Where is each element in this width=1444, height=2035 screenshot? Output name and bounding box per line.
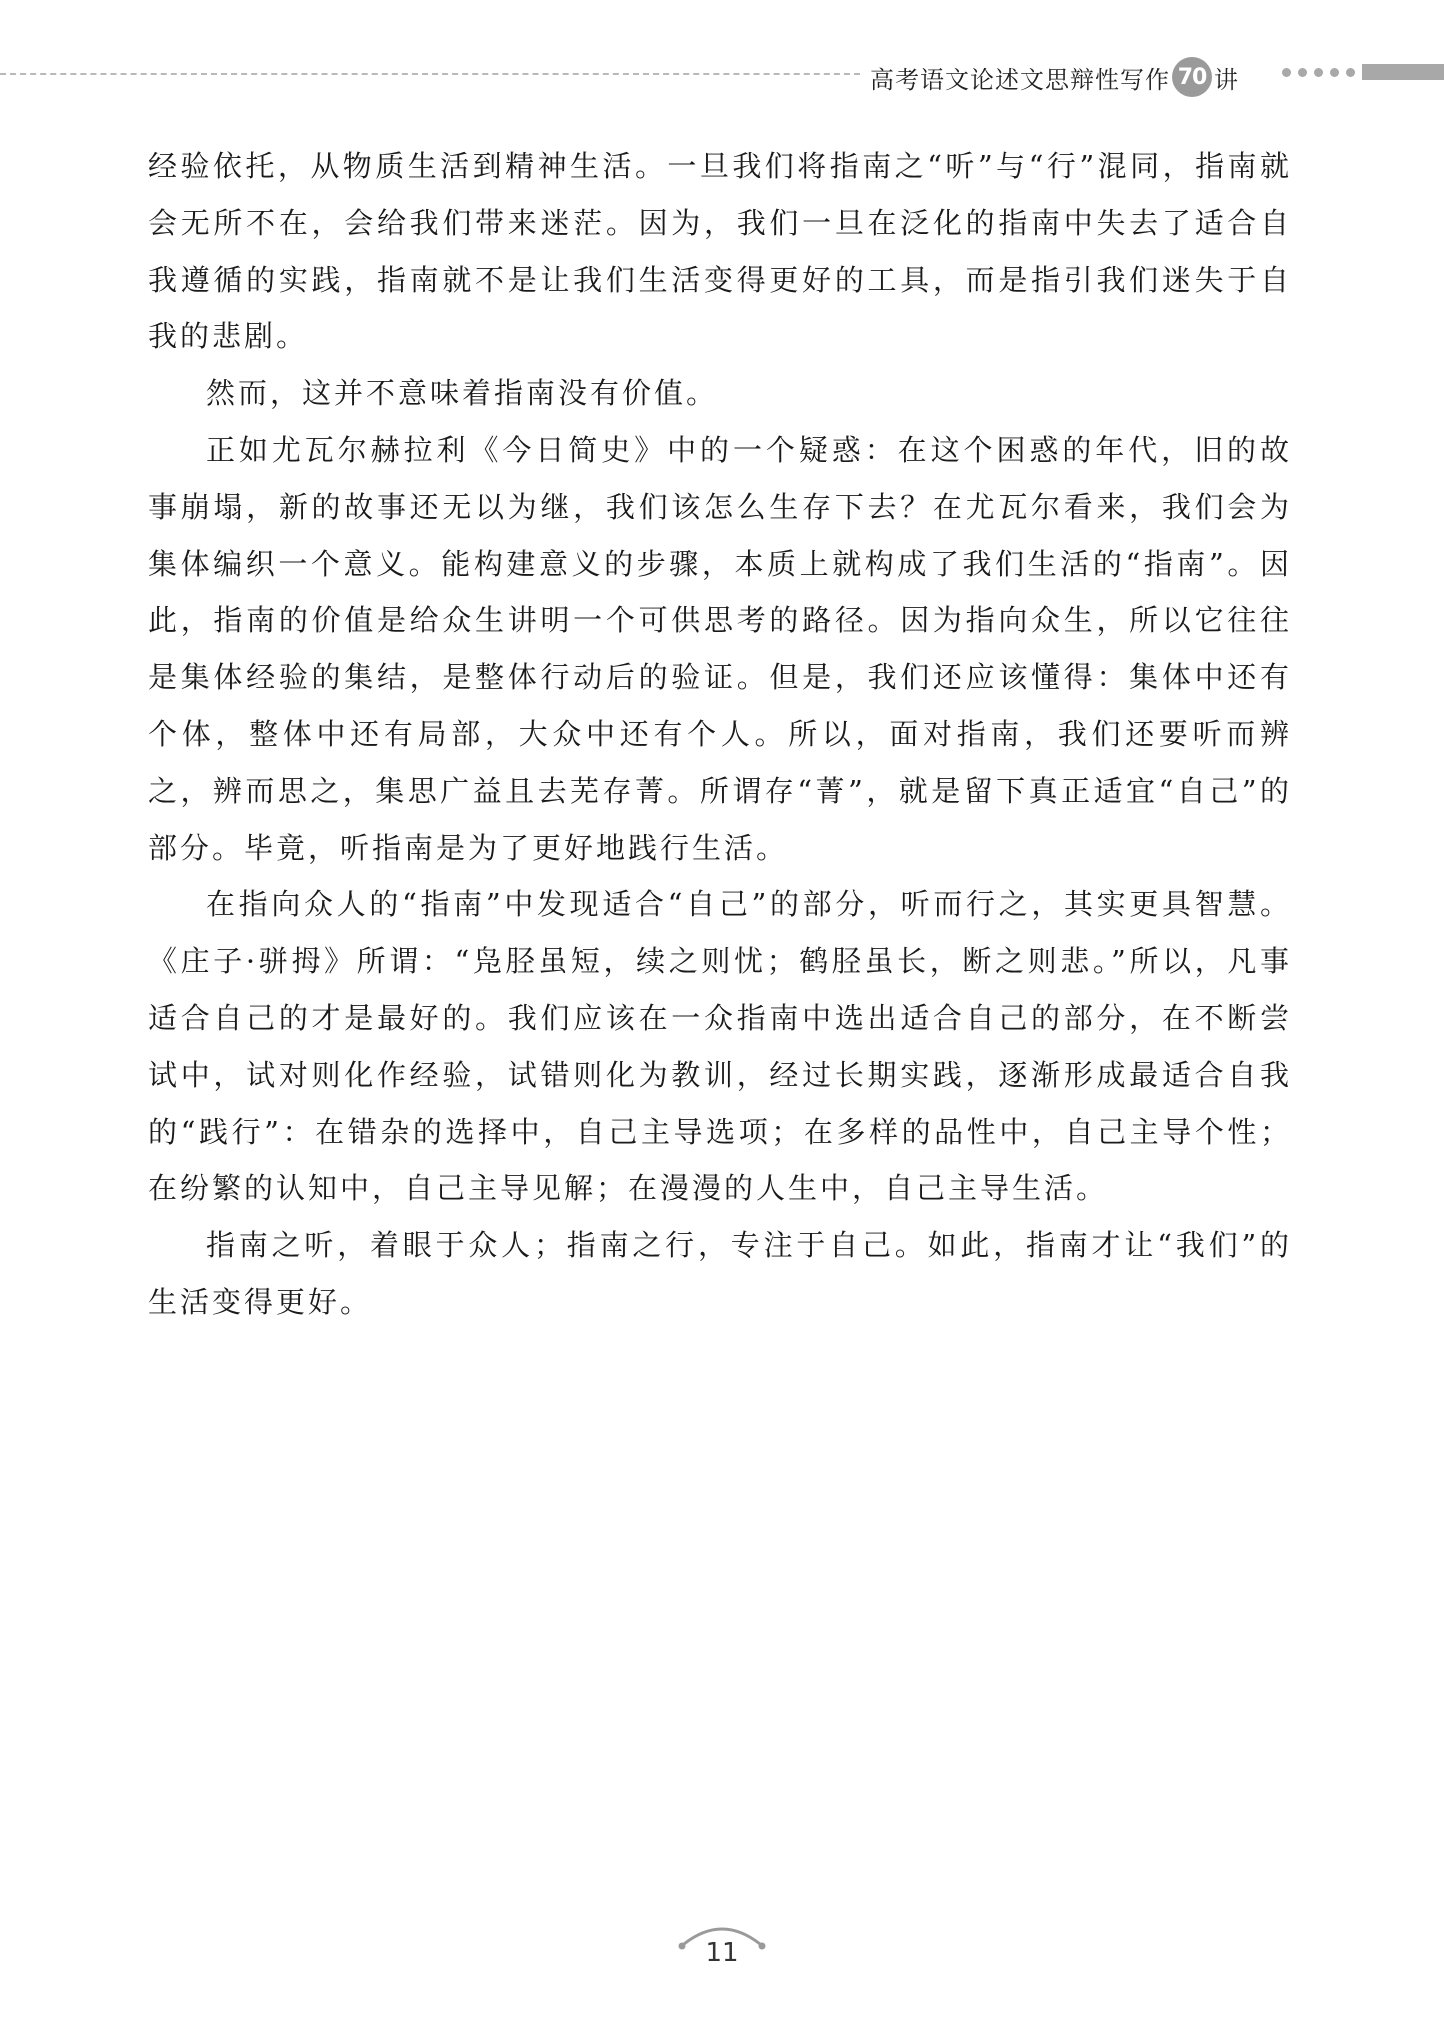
- lecture-number-badge: 70: [1172, 57, 1212, 97]
- paragraph: 指南之听，着眼于众人；指南之行，专注于自己。如此，指南才让“我们”的生活变得更好。: [148, 1228, 1292, 1319]
- paragraph: 然而，这并不意味着指南没有价值。: [206, 376, 719, 411]
- paragraph-continued: 经验依托，从物质生活到精神生活。一旦我们将指南之“听”与“行”混同，指南就会无所不在，会给我们带来迷茫。因为，我们一旦在泛化的指南中失去了适合自我遵循的实践，指南就不是让我们生活变得更好的工具，而是指引我们迷失于自我的悲剧。: [148, 149, 1292, 354]
- header-dashed-rule: [0, 73, 860, 75]
- dot: [1346, 68, 1355, 77]
- book-title: 高考语文论述文思辩性写作: [870, 65, 1170, 94]
- page-body: [148, 138, 1292, 1331]
- dot: [1314, 68, 1323, 77]
- dot: [1330, 68, 1339, 77]
- page-number: 11: [705, 1938, 739, 1968]
- header-title: [870, 52, 1239, 102]
- dot: [1282, 68, 1291, 77]
- header-gray-bar: [1362, 64, 1444, 80]
- lecture-suffix: 讲: [1214, 65, 1239, 94]
- dot: [1298, 68, 1307, 77]
- paragraph: 在指向众人的“指南”中发现适合“自己”的部分，听而行之，其实更具智慧。《庄子·骈拇》所谓：“凫胫虽短，续之则忧；鹤胫虽长，断之则悲。”所以，凡事适合自己的才是最好的。我们应该在一众指南中选出适合自己的部分，在不断尝试中，试对则化作经验，试错则化为教训，经过长期实践，逐渐形成最适合自我的“践行”：在错杂的选择中，自己主导选项；在多样的品性中，自己主导个性；在纷繁的认知中，自己主导见解；在漫漫的人生中，自己主导生活。: [148, 887, 1292, 1206]
- running-header: [0, 0, 1444, 110]
- page-footer: [672, 1910, 772, 1980]
- paragraph: 正如尤瓦尔赫拉利《今日简史》中的一个疑惑：在这个困惑的年代，旧的故事崩塌，新的故事还无以为继，我们该怎么生存下去？在尤瓦尔看来，我们会为集体编织一个意义。能构建意义的步骤，本质上就构成了我们生活的“指南”。因此，指南的价值是给众生讲明一个可供思考的路径。因为指向众生，所以它往往是集体经验的集结，是整体行动后的验证。但是，我们还应该懂得：集体中还有个体，整体中还有局部，大众中还有个人。所以，面对指南，我们还要听而辨之，辨而思之，集思广益且去芜存菁。所谓存“菁”，就是留下真正适宜“自己”的部分。毕竟，听指南是为了更好地践行生活。: [148, 432, 1292, 865]
- header-dots-decoration: [1282, 68, 1355, 77]
